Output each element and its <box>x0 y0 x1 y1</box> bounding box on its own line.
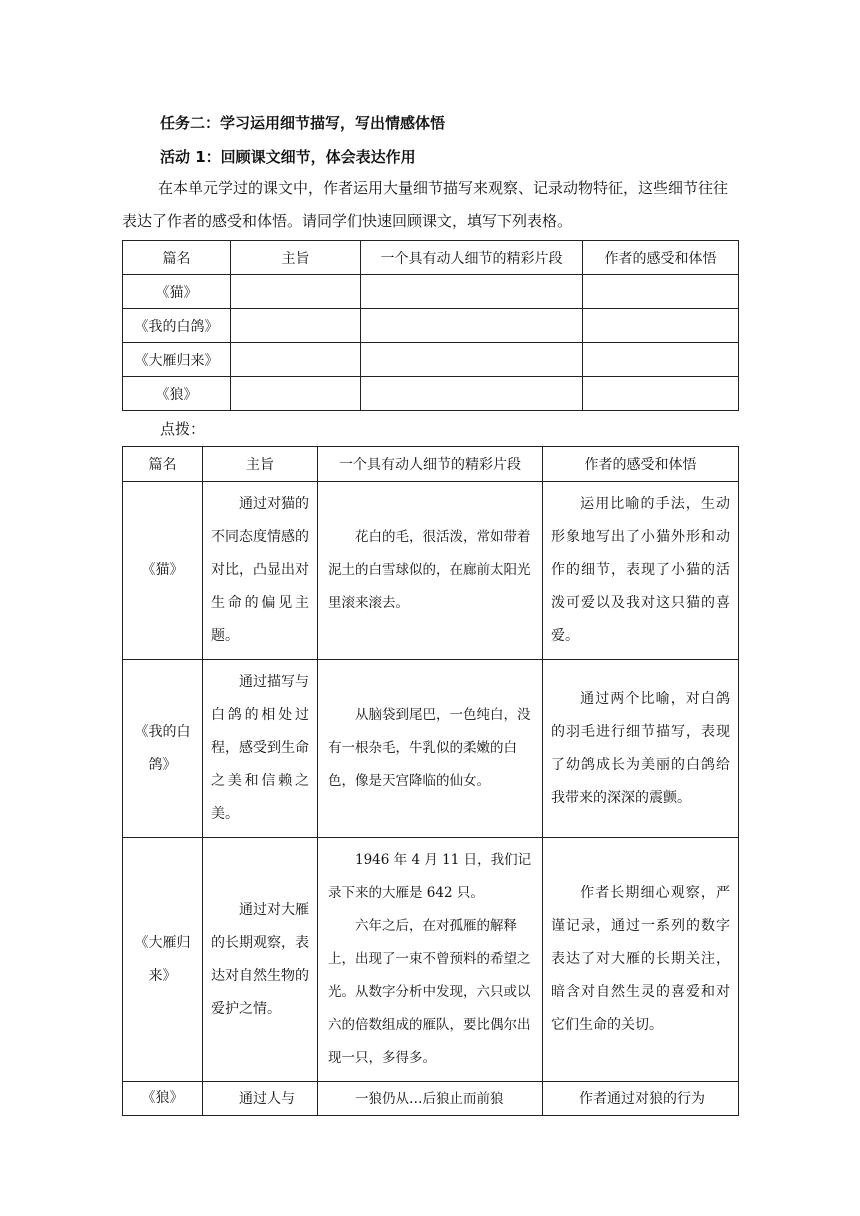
blank-cell[interactable] <box>231 343 361 377</box>
row-theme: 通过对大雁的长期观察，表达对自然生物的爱护之情。 <box>203 838 318 1082</box>
blank-cell[interactable] <box>231 377 361 411</box>
blank-cell[interactable] <box>583 343 739 377</box>
row-excerpt: 一狼仍从…后狼止而前狼 <box>318 1082 543 1116</box>
row-theme: 通过对猫的不同态度情感的对比，凸显出对生命的偏见主题。 <box>203 482 318 660</box>
row-title: 《我的白鸽》 <box>123 309 231 343</box>
row-excerpt: 1946 年 4 月 11 日，我们记录下来的大雁是 642 只。 六年之后，在对孤雁的解释上，出现了一束不曾预料的希望之光。从数字分析中发现，六只或以六的倍数组成的雁队，要比偶尔出现一只，多得多。 <box>318 838 543 1082</box>
header-title: 篇名 <box>123 241 231 275</box>
row-feeling: 作者长期细心观察，严谨记录，通过一系列的数字表达了对大雁的长期关注，暗含对自然生灵的喜爱和对它们生命的关切。 <box>543 838 739 1082</box>
blank-cell[interactable] <box>231 309 361 343</box>
blank-cell[interactable] <box>583 275 739 309</box>
header-excerpt: 一个具有动人细节的精彩片段 <box>361 241 583 275</box>
row-title: 《我的白鸽》 <box>123 660 203 838</box>
table-row <box>123 309 739 343</box>
header-theme: 主旨 <box>203 447 318 482</box>
blank-cell[interactable] <box>361 309 583 343</box>
hint-label: 点拨： <box>160 420 206 438</box>
row-feeling: 运用比喻的手法，生动形象地写出了小猫外形和动作的细节，表现了小猫的活泼可爱以及我对这只猫的喜爱。 <box>543 482 739 660</box>
blank-cell[interactable] <box>583 377 739 411</box>
intro-line-2: 表达了作者的感受和体悟。请同学们快速回顾课文，填写下列表格。 <box>122 212 573 230</box>
row-excerpt: 从脑袋到尾巴，一色纯白，没有一根杂毛，牛乳似的柔嫩的白色，像是天宫降临的仙女。 <box>318 660 543 838</box>
intro-line-1: 在本单元学过的课文中，作者运用大量细节描写来观察、记录动物特征，这些细节往往 <box>158 179 729 197</box>
table-row <box>123 482 739 660</box>
header-feeling: 作者的感受和体悟 <box>583 241 739 275</box>
header-feeling: 作者的感受和体悟 <box>543 447 739 482</box>
blank-fill-table <box>122 240 739 411</box>
table-header-row <box>123 241 739 275</box>
header-excerpt: 一个具有动人细节的精彩片段 <box>318 447 543 482</box>
blank-cell[interactable] <box>361 275 583 309</box>
row-feeling: 作者通过对狼的行为 <box>543 1082 739 1116</box>
row-title: 《猫》 <box>123 275 231 309</box>
answer-table <box>122 446 739 1116</box>
row-theme: 通过人与 <box>203 1082 318 1116</box>
blank-cell[interactable] <box>231 275 361 309</box>
row-title: 《狼》 <box>123 377 231 411</box>
row-title: 《大雁归来》 <box>123 343 231 377</box>
activity-heading: 活动 1：回顾课文细节，体会表达作用 <box>160 148 416 166</box>
table-header-row <box>123 447 739 482</box>
row-theme: 通过描写与白鸽的相处过程，感受到生命之美和信赖之美。 <box>203 660 318 838</box>
row-title: 《大雁归来》 <box>123 838 203 1082</box>
table-row <box>123 377 739 411</box>
blank-cell[interactable] <box>583 309 739 343</box>
row-excerpt: 花白的毛，很活泼，常如带着泥土的白雪球似的，在廊前太阳光里滚来滚去。 <box>318 482 543 660</box>
row-title: 《猫》 <box>123 482 203 660</box>
table-row <box>123 1082 739 1116</box>
table-row <box>123 660 739 838</box>
task-heading: 任务二：学习运用细节描写，写出情感体悟 <box>160 114 446 132</box>
header-theme: 主旨 <box>231 241 361 275</box>
blank-cell[interactable] <box>361 377 583 411</box>
blank-cell[interactable] <box>361 343 583 377</box>
table-row <box>123 838 739 1082</box>
table-row <box>123 275 739 309</box>
table-row <box>123 343 739 377</box>
row-feeling: 通过两个比喻，对白鸽的羽毛进行细节描写，表现了幼鸽成长为美丽的白鸽给我带来的深深的震颤。 <box>543 660 739 838</box>
row-title: 《狼》 <box>123 1082 203 1116</box>
intro-paragraph <box>122 172 738 238</box>
header-title: 篇名 <box>123 447 203 482</box>
